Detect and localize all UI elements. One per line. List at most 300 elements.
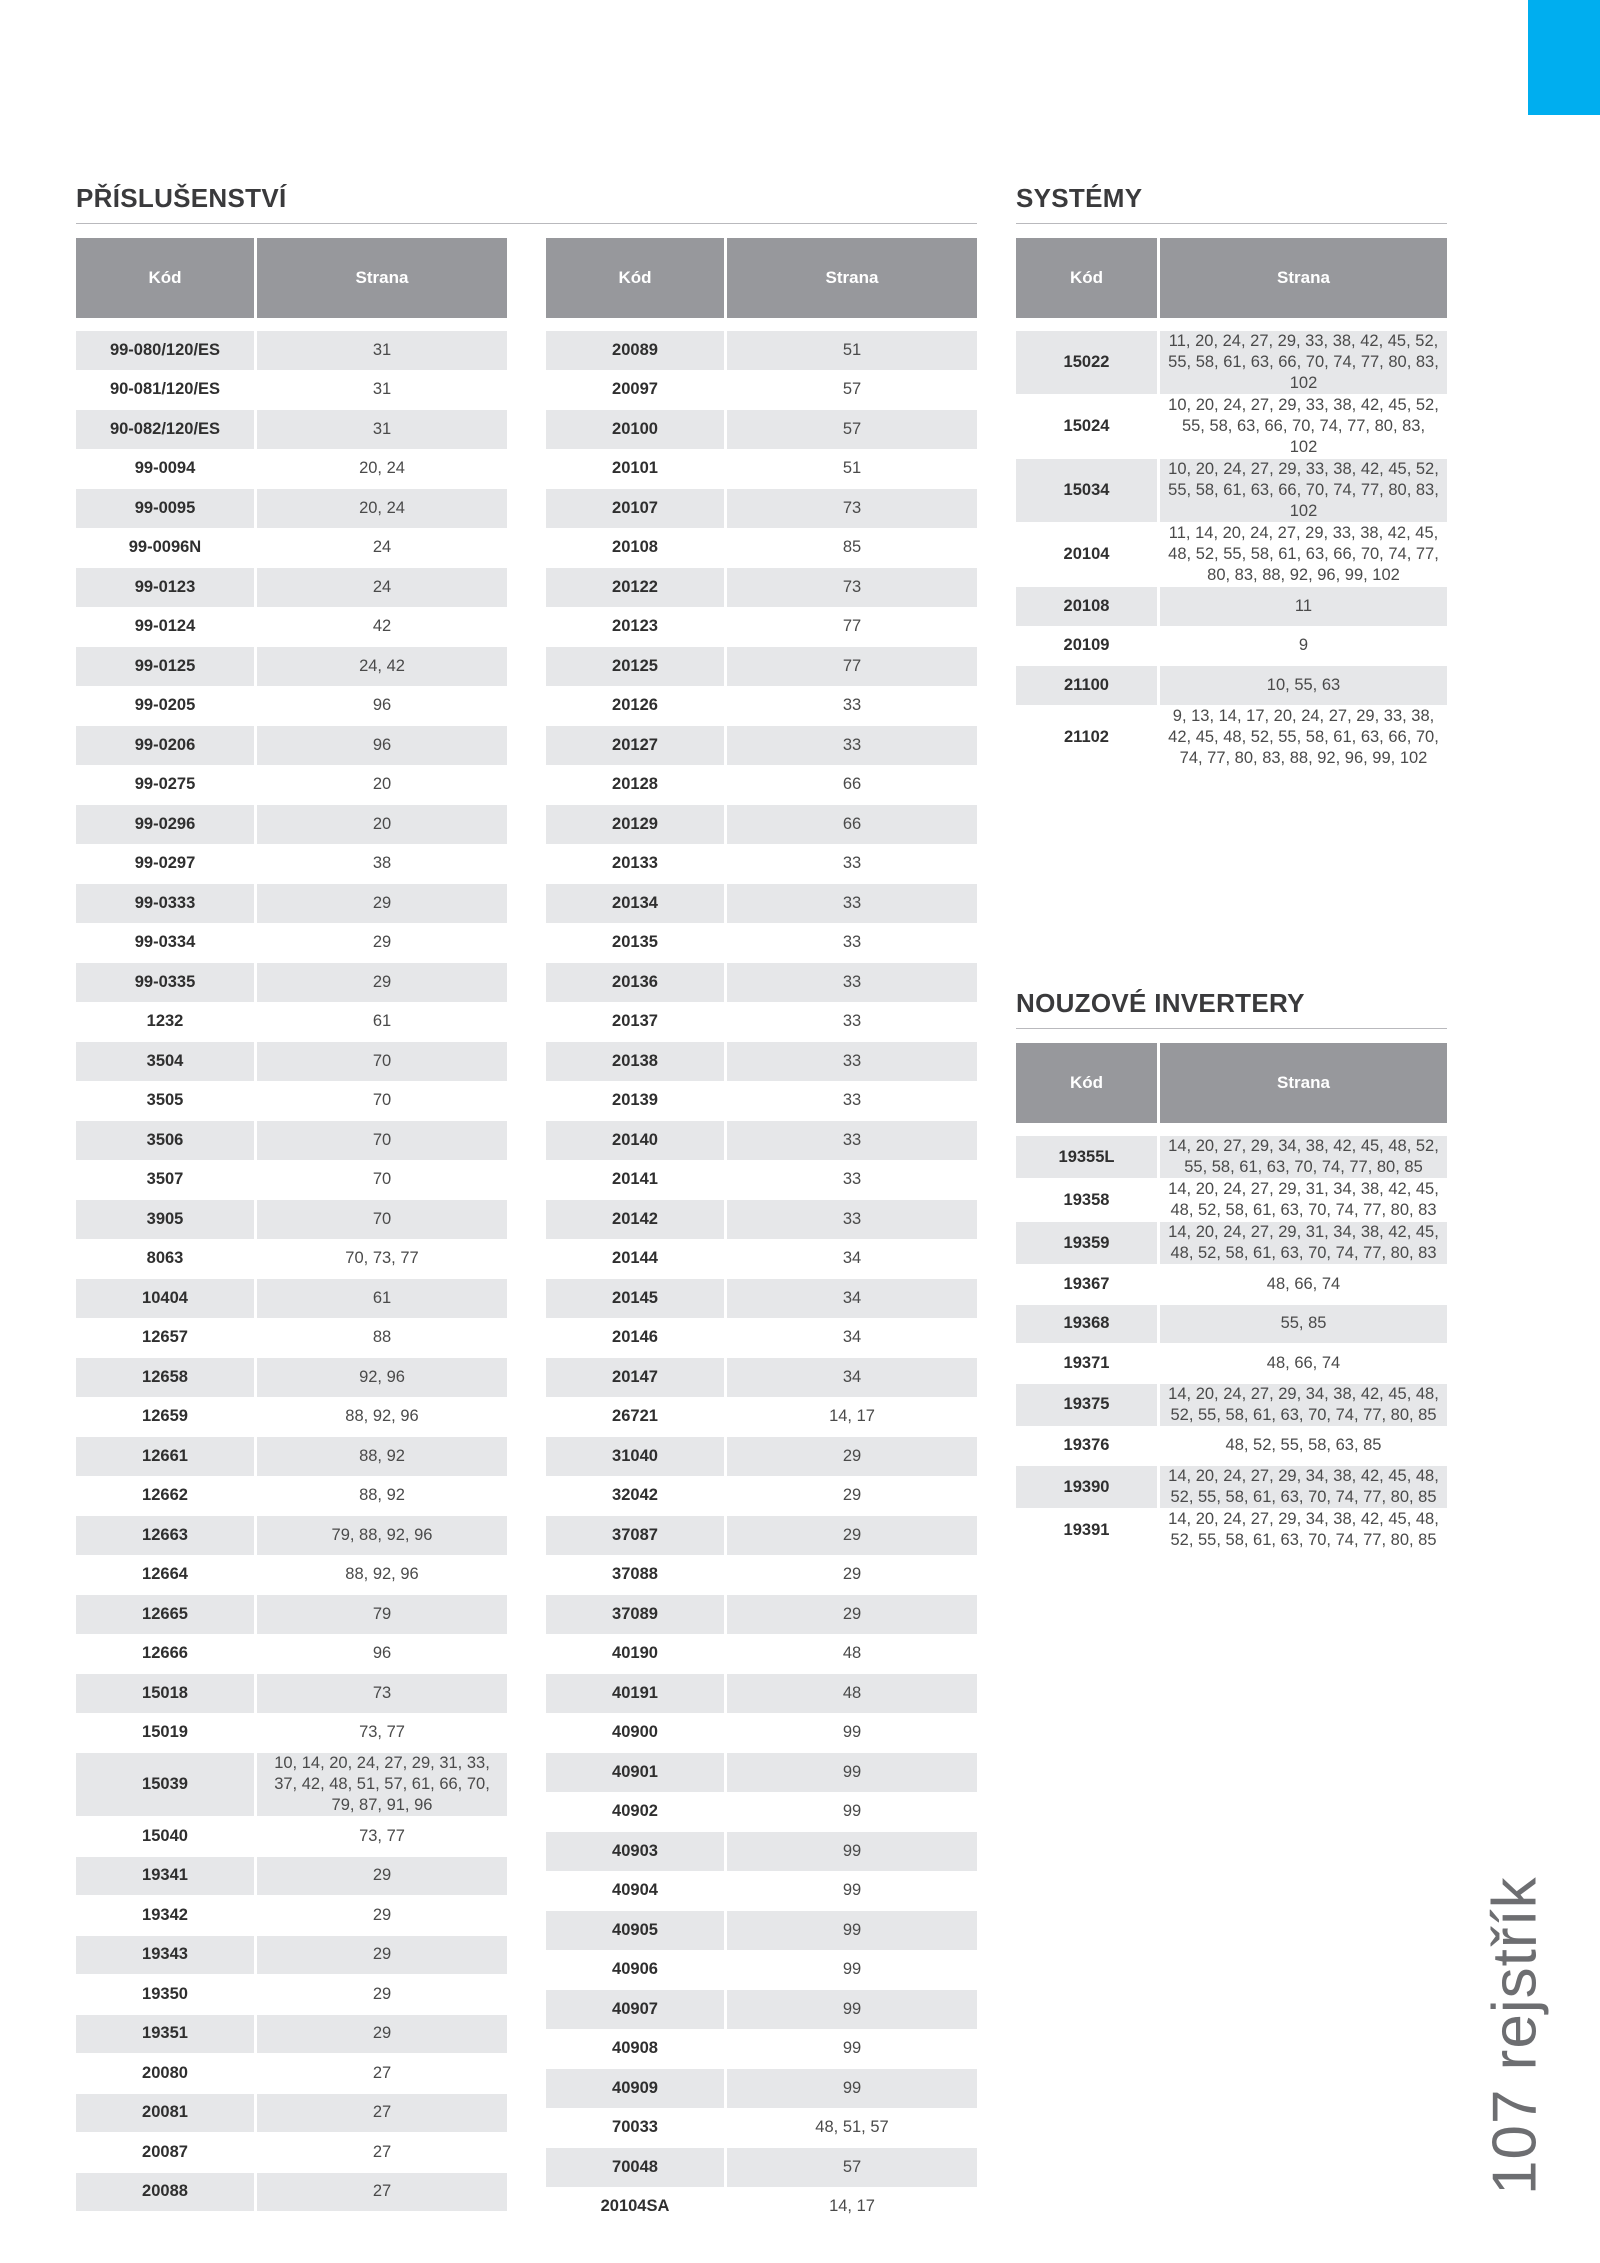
index-table-accessories-1 xyxy=(76,238,507,2212)
table-row xyxy=(546,1674,977,1714)
cell-code: 20081 xyxy=(76,2094,254,2134)
table-row xyxy=(546,726,977,766)
cell-code: 37087 xyxy=(546,1516,724,1556)
cell-code: 20104 xyxy=(1016,523,1157,587)
table-row xyxy=(1016,587,1447,627)
table-row xyxy=(546,2109,977,2149)
cell-code: 20145 xyxy=(546,1279,724,1319)
cell-page: 70 xyxy=(254,1161,507,1201)
cell-page: 57 xyxy=(724,371,977,411)
table-row xyxy=(546,1516,977,1556)
index-table-systems xyxy=(1016,238,1447,770)
cell-page: 27 xyxy=(254,2054,507,2094)
table-row xyxy=(546,450,977,490)
cell-code: 3504 xyxy=(76,1042,254,1082)
cell-page: 29 xyxy=(724,1516,977,1556)
cell-page: 33 xyxy=(724,1200,977,1240)
table-row xyxy=(546,1358,977,1398)
table-row xyxy=(76,608,507,648)
table-row xyxy=(546,1161,977,1201)
table-row xyxy=(546,1319,977,1359)
section-rule-prislusenstvi xyxy=(76,223,977,224)
cell-page: 88 xyxy=(254,1319,507,1359)
cell-code: 99-0125 xyxy=(76,647,254,687)
cell-page: 29 xyxy=(254,2015,507,2055)
cell-code: 40903 xyxy=(546,1832,724,1872)
cell-code: 20126 xyxy=(546,687,724,727)
cell-code: 20100 xyxy=(546,410,724,450)
cell-page: 29 xyxy=(724,1477,977,1517)
cell-page: 99 xyxy=(724,1990,977,2030)
table-row xyxy=(546,1477,977,1517)
table-row xyxy=(546,1398,977,1438)
cell-page: 70 xyxy=(254,1042,507,1082)
cell-code: 20089 xyxy=(546,331,724,371)
table-row xyxy=(1016,1265,1447,1305)
cell-code: 19376 xyxy=(1016,1427,1157,1467)
table-row xyxy=(76,963,507,1003)
table-row xyxy=(546,1990,977,2030)
cell-page: 9, 13, 14, 17, 20, 24, 27, 29, 33, 38, 42, 45, 48, 52, 55, 58, 61, 63, 66, 70, 74, 77, 80, 83, 88, 92, 96, 99, 102 xyxy=(1157,706,1447,770)
section-rule-systemy xyxy=(1016,223,1447,224)
cell-code: 10404 xyxy=(76,1279,254,1319)
cell-code: 19391 xyxy=(1016,1509,1157,1552)
table-row xyxy=(76,2094,507,2134)
cell-code: 20137 xyxy=(546,1003,724,1043)
table-row xyxy=(546,371,977,411)
cell-code: 19342 xyxy=(76,1896,254,1936)
cell-page: 70, 73, 77 xyxy=(254,1240,507,1280)
cell-code: 99-080/120/ES xyxy=(76,331,254,371)
cell-page: 85 xyxy=(724,529,977,569)
cell-code: 15019 xyxy=(76,1714,254,1754)
cell-page: 92, 96 xyxy=(254,1358,507,1398)
table-row xyxy=(76,1556,507,1596)
cell-code: 20127 xyxy=(546,726,724,766)
cell-code: 20122 xyxy=(546,568,724,608)
table-row xyxy=(76,1121,507,1161)
cell-code: 40908 xyxy=(546,2030,724,2070)
table-row xyxy=(546,647,977,687)
table-row xyxy=(546,410,977,450)
cell-code: 20141 xyxy=(546,1161,724,1201)
section-title-nouzove-invertery: NOUZOVÉ INVERTERY xyxy=(1016,988,1305,1018)
table-row xyxy=(546,1003,977,1043)
cell-code: 8063 xyxy=(76,1240,254,1280)
cell-page: 48, 52, 55, 58, 63, 85 xyxy=(1157,1427,1447,1467)
table-row xyxy=(76,331,507,371)
cell-code: 12663 xyxy=(76,1516,254,1556)
cell-code: 40904 xyxy=(546,1872,724,1912)
table-row xyxy=(76,726,507,766)
cell-page: 33 xyxy=(724,963,977,1003)
cell-page: 10, 14, 20, 24, 27, 29, 31, 33, 37, 42, 48, 51, 57, 61, 66, 70, 79, 87, 91, 96 xyxy=(254,1753,507,1817)
table-row xyxy=(76,1714,507,1754)
cell-page: 20, 24 xyxy=(254,450,507,490)
cell-page: 34 xyxy=(724,1319,977,1359)
cell-code: 20135 xyxy=(546,924,724,964)
cell-page: 33 xyxy=(724,845,977,885)
cell-code: 40191 xyxy=(546,1674,724,1714)
table-row xyxy=(546,1832,977,1872)
cell-code: 20080 xyxy=(76,2054,254,2094)
cell-page: 20 xyxy=(254,766,507,806)
cell-code: 12662 xyxy=(76,1477,254,1517)
cell-code: 20128 xyxy=(546,766,724,806)
cell-code: 20133 xyxy=(546,845,724,885)
table-row xyxy=(546,1200,977,1240)
table-row xyxy=(546,845,977,885)
column-header-code: Kód xyxy=(546,238,724,318)
cell-page: 73 xyxy=(724,489,977,529)
cell-page: 99 xyxy=(724,1832,977,1872)
table-row xyxy=(546,2188,977,2228)
cell-code: 99-0334 xyxy=(76,924,254,964)
cell-code: 20107 xyxy=(546,489,724,529)
cell-code: 20138 xyxy=(546,1042,724,1082)
table-row xyxy=(1016,1305,1447,1345)
cell-code: 99-0124 xyxy=(76,608,254,648)
cell-page: 99 xyxy=(724,1753,977,1793)
cell-page: 88, 92, 96 xyxy=(254,1556,507,1596)
table-row xyxy=(76,1817,507,1857)
cell-page: 79, 88, 92, 96 xyxy=(254,1516,507,1556)
chapter-color-tab xyxy=(1528,0,1600,115)
table-row xyxy=(76,1674,507,1714)
cell-page: 61 xyxy=(254,1003,507,1043)
cell-page: 34 xyxy=(724,1279,977,1319)
cell-code: 15039 xyxy=(76,1753,254,1817)
cell-page: 77 xyxy=(724,647,977,687)
cell-code: 19390 xyxy=(1016,1466,1157,1509)
table-row xyxy=(546,331,977,371)
cell-code: 19343 xyxy=(76,1936,254,1976)
cell-code: 40190 xyxy=(546,1635,724,1675)
cell-page: 99 xyxy=(724,1951,977,1991)
table-row xyxy=(76,1857,507,1897)
cell-code: 40901 xyxy=(546,1753,724,1793)
table-row xyxy=(76,371,507,411)
table-row xyxy=(76,529,507,569)
table-row xyxy=(76,2054,507,2094)
table-row xyxy=(1016,1384,1447,1427)
table-row xyxy=(76,1936,507,1976)
table-row xyxy=(546,1042,977,1082)
cell-page: 73, 77 xyxy=(254,1817,507,1857)
cell-page: 29 xyxy=(254,884,507,924)
table-row xyxy=(76,450,507,490)
cell-code: 1232 xyxy=(76,1003,254,1043)
table-row xyxy=(76,884,507,924)
cell-page: 33 xyxy=(724,726,977,766)
section-rule-nouzove xyxy=(1016,1028,1447,1029)
table-row xyxy=(1016,1509,1447,1552)
cell-code: 99-0333 xyxy=(76,884,254,924)
cell-code: 40902 xyxy=(546,1793,724,1833)
cell-page: 20, 24 xyxy=(254,489,507,529)
cell-page: 10, 55, 63 xyxy=(1157,666,1447,706)
cell-page: 73 xyxy=(724,568,977,608)
cell-page: 29 xyxy=(724,1437,977,1477)
cell-page: 34 xyxy=(724,1240,977,1280)
cell-code: 20134 xyxy=(546,884,724,924)
cell-code: 20139 xyxy=(546,1082,724,1122)
table-row xyxy=(76,2015,507,2055)
cell-page: 88, 92 xyxy=(254,1437,507,1477)
cell-page: 66 xyxy=(724,766,977,806)
table-row xyxy=(1016,1466,1447,1509)
cell-code: 20125 xyxy=(546,647,724,687)
cell-code: 12665 xyxy=(76,1595,254,1635)
cell-code: 19355L xyxy=(1016,1136,1157,1179)
cell-code: 12658 xyxy=(76,1358,254,1398)
cell-page: 33 xyxy=(724,924,977,964)
cell-page: 29 xyxy=(724,1556,977,1596)
table-row xyxy=(76,2173,507,2213)
table-row xyxy=(76,1516,507,1556)
cell-page: 27 xyxy=(254,2094,507,2134)
table-row xyxy=(76,1398,507,1438)
table-row xyxy=(546,529,977,569)
table-row xyxy=(546,1082,977,1122)
cell-page: 29 xyxy=(254,1975,507,2015)
cell-page: 14, 20, 27, 29, 34, 38, 42, 45, 48, 52, 55, 58, 61, 63, 70, 74, 77, 80, 85 xyxy=(1157,1136,1447,1179)
cell-page: 33 xyxy=(724,1003,977,1043)
cell-page: 70 xyxy=(254,1200,507,1240)
cell-code: 99-0206 xyxy=(76,726,254,766)
cell-code: 20104SA xyxy=(546,2188,724,2228)
table-row xyxy=(1016,627,1447,667)
cell-page: 99 xyxy=(724,1793,977,1833)
table-row xyxy=(1016,331,1447,395)
table-row xyxy=(546,1714,977,1754)
table-row xyxy=(1016,1427,1447,1467)
cell-code: 99-0275 xyxy=(76,766,254,806)
cell-code: 20101 xyxy=(546,450,724,490)
cell-code: 3507 xyxy=(76,1161,254,1201)
table-row xyxy=(1016,1344,1447,1384)
cell-page: 29 xyxy=(254,924,507,964)
cell-page: 14, 20, 24, 27, 29, 31, 34, 38, 42, 45, 48, 52, 58, 61, 63, 70, 74, 77, 80, 83 xyxy=(1157,1222,1447,1265)
cell-code: 12659 xyxy=(76,1398,254,1438)
cell-page: 99 xyxy=(724,1714,977,1754)
cell-code: 20129 xyxy=(546,805,724,845)
cell-code: 70048 xyxy=(546,2148,724,2188)
cell-page: 42 xyxy=(254,608,507,648)
table-row xyxy=(546,687,977,727)
cell-code: 90-082/120/ES xyxy=(76,410,254,450)
table-row xyxy=(546,2148,977,2188)
table-row xyxy=(76,1896,507,1936)
table-row xyxy=(546,608,977,648)
table-row xyxy=(546,1121,977,1161)
column-header-code: Kód xyxy=(1016,238,1157,318)
cell-page: 11, 20, 24, 27, 29, 33, 38, 42, 45, 52, 55, 58, 61, 63, 66, 70, 74, 77, 80, 83, 102 xyxy=(1157,331,1447,395)
section-title-prislusenstvi: PŘÍSLUŠENSTVÍ xyxy=(76,183,287,213)
cell-code: 37088 xyxy=(546,1556,724,1596)
cell-page: 11, 14, 20, 24, 27, 29, 33, 38, 42, 45, 48, 52, 55, 58, 61, 63, 66, 70, 74, 77, 80, 83, 88, 92, 96, 99, 102 xyxy=(1157,523,1447,587)
cell-code: 20087 xyxy=(76,2133,254,2173)
cell-code: 70033 xyxy=(546,2109,724,2149)
cell-page: 29 xyxy=(254,1896,507,1936)
table-row xyxy=(1016,1136,1447,1179)
cell-page: 33 xyxy=(724,1042,977,1082)
cell-page: 70 xyxy=(254,1121,507,1161)
table-row xyxy=(546,924,977,964)
cell-page: 33 xyxy=(724,1082,977,1122)
cell-page: 31 xyxy=(254,331,507,371)
cell-page: 14, 20, 24, 27, 29, 34, 38, 42, 45, 48, 52, 55, 58, 61, 63, 70, 74, 77, 80, 85 xyxy=(1157,1384,1447,1427)
column-header-page: Strana xyxy=(1157,1043,1447,1123)
cell-code: 20147 xyxy=(546,1358,724,1398)
cell-code: 99-0296 xyxy=(76,805,254,845)
table-row xyxy=(76,1319,507,1359)
table-row xyxy=(546,2030,977,2070)
table-row xyxy=(76,2133,507,2173)
cell-code: 12666 xyxy=(76,1635,254,1675)
cell-code: 20123 xyxy=(546,608,724,648)
cell-page: 14, 17 xyxy=(724,1398,977,1438)
table-row xyxy=(76,924,507,964)
cell-page: 34 xyxy=(724,1358,977,1398)
cell-code: 19359 xyxy=(1016,1222,1157,1265)
page-footer-vertical xyxy=(1470,1875,1560,2195)
cell-page: 33 xyxy=(724,1161,977,1201)
cell-page: 48 xyxy=(724,1674,977,1714)
cell-code: 99-0335 xyxy=(76,963,254,1003)
cell-page: 27 xyxy=(254,2173,507,2213)
table-row xyxy=(546,766,977,806)
cell-code: 3505 xyxy=(76,1082,254,1122)
cell-code: 31040 xyxy=(546,1437,724,1477)
column-header-code: Kód xyxy=(76,238,254,318)
cell-code: 12661 xyxy=(76,1437,254,1477)
cell-code: 20088 xyxy=(76,2173,254,2213)
cell-code: 19367 xyxy=(1016,1265,1157,1305)
cell-code: 19371 xyxy=(1016,1344,1157,1384)
cell-page: 99 xyxy=(724,1911,977,1951)
table-row xyxy=(76,1279,507,1319)
cell-page: 48, 51, 57 xyxy=(724,2109,977,2149)
table-row xyxy=(1016,1179,1447,1222)
cell-code: 12657 xyxy=(76,1319,254,1359)
cell-page: 14, 20, 24, 27, 29, 34, 38, 42, 45, 48, 52, 55, 58, 61, 63, 70, 74, 77, 80, 85 xyxy=(1157,1466,1447,1509)
cell-page: 29 xyxy=(254,963,507,1003)
cell-code: 3905 xyxy=(76,1200,254,1240)
table-row xyxy=(546,1635,977,1675)
table-row xyxy=(1016,523,1447,587)
table-row xyxy=(76,845,507,885)
table-row xyxy=(546,1437,977,1477)
table-row xyxy=(76,1003,507,1043)
cell-page: 27 xyxy=(254,2133,507,2173)
cell-page: 10, 20, 24, 27, 29, 33, 38, 42, 45, 52, 55, 58, 63, 66, 70, 74, 77, 80, 83, 102 xyxy=(1157,395,1447,459)
cell-page: 96 xyxy=(254,1635,507,1675)
cell-page: 31 xyxy=(254,410,507,450)
cell-page: 70 xyxy=(254,1082,507,1122)
cell-page: 88, 92 xyxy=(254,1477,507,1517)
table-row xyxy=(76,410,507,450)
cell-code: 19341 xyxy=(76,1857,254,1897)
cell-code: 20108 xyxy=(546,529,724,569)
cell-code: 40900 xyxy=(546,1714,724,1754)
cell-page: 24, 42 xyxy=(254,647,507,687)
cell-page: 57 xyxy=(724,2148,977,2188)
table-row xyxy=(76,766,507,806)
cell-page: 88, 92, 96 xyxy=(254,1398,507,1438)
cell-page: 14, 20, 24, 27, 29, 31, 34, 38, 42, 45, 48, 52, 58, 61, 63, 70, 74, 77, 80, 83 xyxy=(1157,1179,1447,1222)
table-row xyxy=(76,1042,507,1082)
table-row xyxy=(76,1635,507,1675)
cell-page: 9 xyxy=(1157,627,1447,667)
cell-page: 96 xyxy=(254,687,507,727)
section-title-systemy: SYSTÉMY xyxy=(1016,183,1143,213)
cell-code: 20108 xyxy=(1016,587,1157,627)
table-row xyxy=(546,1595,977,1635)
table-row xyxy=(546,1793,977,1833)
cell-page: 99 xyxy=(724,2030,977,2070)
table-row xyxy=(546,489,977,529)
table-row xyxy=(546,1279,977,1319)
table-row xyxy=(1016,1222,1447,1265)
cell-code: 99-0123 xyxy=(76,568,254,608)
cell-code: 19375 xyxy=(1016,1384,1157,1427)
table-row xyxy=(76,1753,507,1817)
cell-code: 15022 xyxy=(1016,331,1157,395)
cell-page: 24 xyxy=(254,568,507,608)
cell-code: 15024 xyxy=(1016,395,1157,459)
cell-code: 99-0095 xyxy=(76,489,254,529)
cell-code: 40909 xyxy=(546,2069,724,2109)
table-row xyxy=(76,805,507,845)
column-header-page: Strana xyxy=(1157,238,1447,318)
cell-page: 29 xyxy=(254,1936,507,1976)
cell-code: 3506 xyxy=(76,1121,254,1161)
cell-code: 37089 xyxy=(546,1595,724,1635)
cell-page: 48 xyxy=(724,1635,977,1675)
cell-page: 55, 85 xyxy=(1157,1305,1447,1345)
cell-page: 48, 66, 74 xyxy=(1157,1344,1447,1384)
cell-page: 99 xyxy=(724,2069,977,2109)
index-table-accessories-2 xyxy=(546,238,977,2227)
table-row xyxy=(1016,666,1447,706)
cell-page: 10, 20, 24, 27, 29, 33, 38, 42, 45, 52, 55, 58, 61, 63, 66, 70, 74, 77, 80, 83, 102 xyxy=(1157,459,1447,523)
cell-page: 73 xyxy=(254,1674,507,1714)
table-row xyxy=(76,568,507,608)
table-row xyxy=(546,1753,977,1793)
cell-page: 61 xyxy=(254,1279,507,1319)
table-row xyxy=(546,568,977,608)
cell-page: 57 xyxy=(724,410,977,450)
table-row xyxy=(76,687,507,727)
table-row xyxy=(546,884,977,924)
cell-code: 20097 xyxy=(546,371,724,411)
cell-page: 96 xyxy=(254,726,507,766)
cell-code: 15018 xyxy=(76,1674,254,1714)
table-row xyxy=(546,805,977,845)
table-row xyxy=(1016,706,1447,770)
cell-page: 51 xyxy=(724,331,977,371)
cell-page: 79 xyxy=(254,1595,507,1635)
cell-code: 90-081/120/ES xyxy=(76,371,254,411)
cell-page: 11 xyxy=(1157,587,1447,627)
cell-page: 48, 66, 74 xyxy=(1157,1265,1447,1305)
cell-page: 14, 17 xyxy=(724,2188,977,2228)
table-row xyxy=(76,489,507,529)
cell-code: 12664 xyxy=(76,1556,254,1596)
table-row xyxy=(76,1200,507,1240)
cell-page: 33 xyxy=(724,884,977,924)
